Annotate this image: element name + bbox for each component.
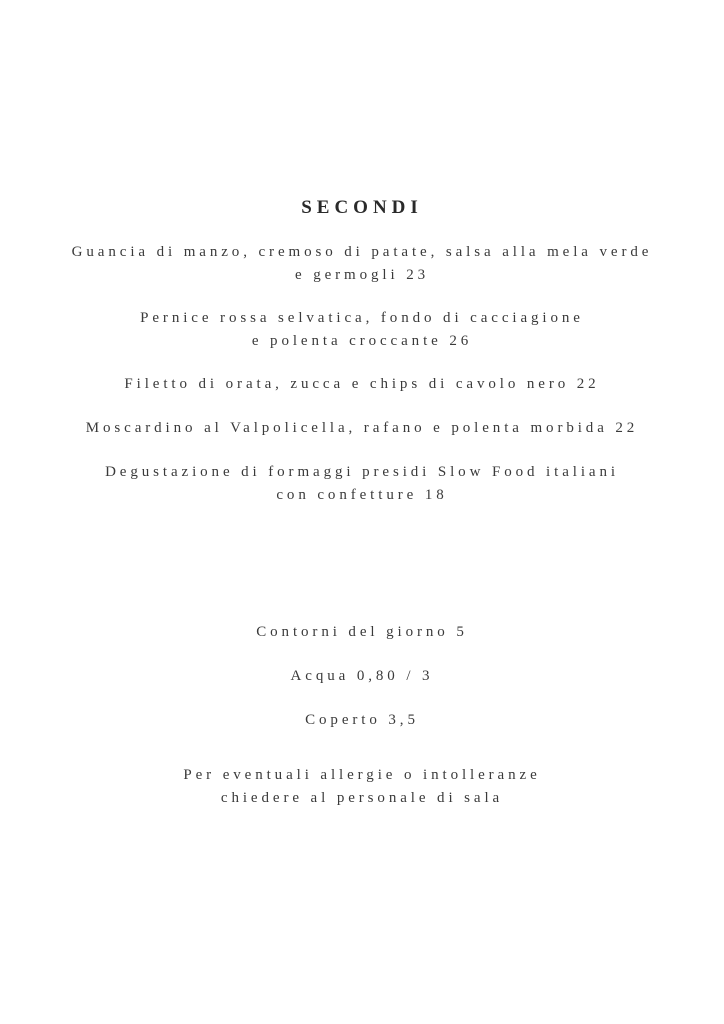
section-title: SECONDI: [301, 197, 423, 218]
allergy-note-line-1: Per eventuali allergie o intolleranze: [183, 767, 541, 783]
dish-5-line-1: Degustazione di formaggi presidi Slow Food italiani: [105, 464, 619, 480]
contorni-line: Contorni del giorno 5: [256, 624, 468, 640]
dish-3-line-1: Filetto di orata, zucca e chips di cavolo nero 22: [124, 376, 600, 392]
dish-2-line-1: Pernice rossa selvatica, fondo di cacciagione: [140, 310, 584, 326]
allergy-note-line-2: chiedere al personale di sala: [220, 790, 504, 806]
dish-1-line-1: Guancia di manzo, cremoso di patate, salsa alla mela verde: [71, 244, 653, 260]
dish-5-line-2: con confetture 18: [276, 487, 448, 503]
acqua-line: Acqua 0,80 / 3: [290, 668, 434, 684]
coperto-line: Coperto 3,5: [305, 712, 419, 728]
dish-4-line-1: Moscardino al Valpolicella, rafano e polenta morbida 22: [85, 420, 639, 436]
dish-2-line-2: e polenta croccante 26: [251, 333, 473, 349]
dish-1-line-2: e germogli 23: [294, 267, 429, 283]
